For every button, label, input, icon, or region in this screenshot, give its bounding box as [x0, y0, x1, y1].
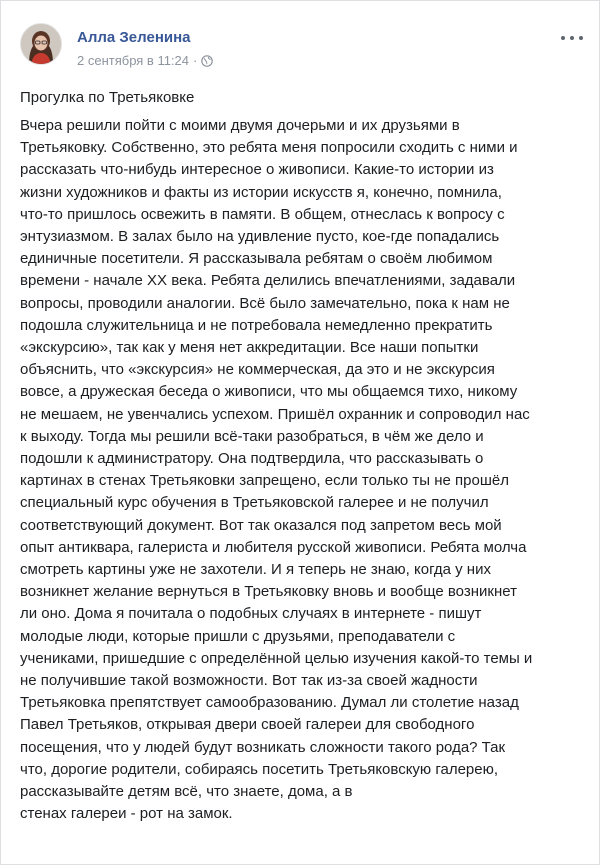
post-header	[20, 23, 213, 68]
post-body-line: подошла служительница и не потребовала немедленно прекратить	[20, 316, 493, 334]
post-subline	[77, 53, 213, 68]
post-body-line: картинах в стенах Третьяковки запрещено, если только ты не прошёл	[20, 472, 509, 490]
post-body-line: ли оно. Дома я почитала о подобных случаях в интернете - пишут	[20, 605, 482, 623]
author-name[interactable]: Алла Зеленина	[77, 29, 191, 46]
post-body-line: рассказать что-нибудь интересное о живописи. Какие-то истории из	[20, 161, 494, 179]
avatar-portrait	[21, 24, 61, 64]
post-body-line: посещения, что у людей будут возникать сложности такого рода? Так	[20, 738, 506, 756]
post-body-line: вопросы, проводили аналогии. Всё было замечательно, пока к нам не	[20, 294, 510, 312]
post-body-line: Третьяковку. Собственно, это ребята меня попросили сходить с ними и	[20, 139, 518, 157]
post-body-line: специальный курс обучения в Третьяковской галерее и не получил	[20, 494, 489, 512]
post-title: Прогулка по Третьяковке	[20, 89, 195, 106]
globe-icon[interactable]	[201, 55, 213, 67]
post-body-line: учениками, пришедшие с определённой целью изучения какой-то темы и	[20, 649, 533, 667]
post-body-line: не мешаем, не увенчались успехом. Пришёл охранник и сопроводил нас	[20, 405, 530, 423]
post-body-line: энтузиазмом. В залах было на удивление пусто, кое-где попадались	[20, 228, 500, 246]
post-body-line: к выходу. Тогда мы решили всё-таки разобраться, в чём же дело и	[20, 427, 484, 445]
separator-dot: ·	[193, 53, 198, 68]
post-body-line: единичные посетители. Я рассказывала ребятам о своём любимом	[20, 250, 493, 268]
post-body-line: рассказывайте детям всё, что знаете, дома, а в	[20, 783, 353, 801]
post-timestamp[interactable]: 2 сентября в 11:24	[77, 53, 190, 68]
post-body-line: времени - начале XX века. Ребята делились впечатлениями, задавали	[20, 272, 516, 290]
post-body-line: соответствующий документ. Вот так оказался под запретом весь мой	[20, 516, 502, 534]
post-body-line: объяснить, что «экскурсия» не коммерческая, да это и не экскурсия	[20, 361, 495, 379]
post-body-line: вовсе, а дружеская беседа о живописи, что мы общаемся тихо, никому	[20, 383, 518, 401]
post-body-line: смотреть картины уже не захотели. И я теперь не знаю, когда у них	[20, 561, 491, 579]
post-body-line: возникнет желание вернуться в Третьяковку вновь и вообще возникнет	[20, 583, 517, 601]
avatar[interactable]	[20, 23, 62, 65]
post-body-line: Вчера решили пойти с моими двумя дочерьми и их друзьями в	[20, 117, 460, 134]
post-body-line: «экскурсию», так как у меня нет аккредитации. Все наши попытки	[20, 339, 479, 357]
post-body-line: жизни художников и факты из истории искусств я, конечно, помнила,	[20, 183, 502, 201]
post-body	[20, 115, 585, 826]
post-body-line: подошли к администратору. Она подтвердила, что рассказывать о	[20, 450, 484, 468]
post-body-line: Третьяковка препятствует самообразованию. Думал ли столетие назад	[20, 694, 519, 712]
post-body-line: что-то пришлось освежить в памяти. В общем, отнеслась к вопросу с	[20, 205, 505, 223]
post-body-line: опыт антиквара, галериста и любителя русской живописи. Ребята молча	[20, 538, 527, 556]
post-body-line: не получившие такой возможности. Вот так из-за своей жадности	[20, 672, 478, 690]
post-meta	[77, 29, 213, 68]
post-body-line: молодые люди, которые пришли с друзьями, преподаватели с	[20, 627, 456, 645]
post-body-line: стенах галереи - рот на замок.	[20, 805, 233, 823]
more-options-icon[interactable]	[561, 31, 583, 45]
post-body-line: Павел Третьяков, открывая двери своей галереи для свободного	[20, 716, 475, 734]
post-body-line: что, дорогие родители, собираясь посетить Третьяковскую галерею,	[20, 760, 499, 778]
